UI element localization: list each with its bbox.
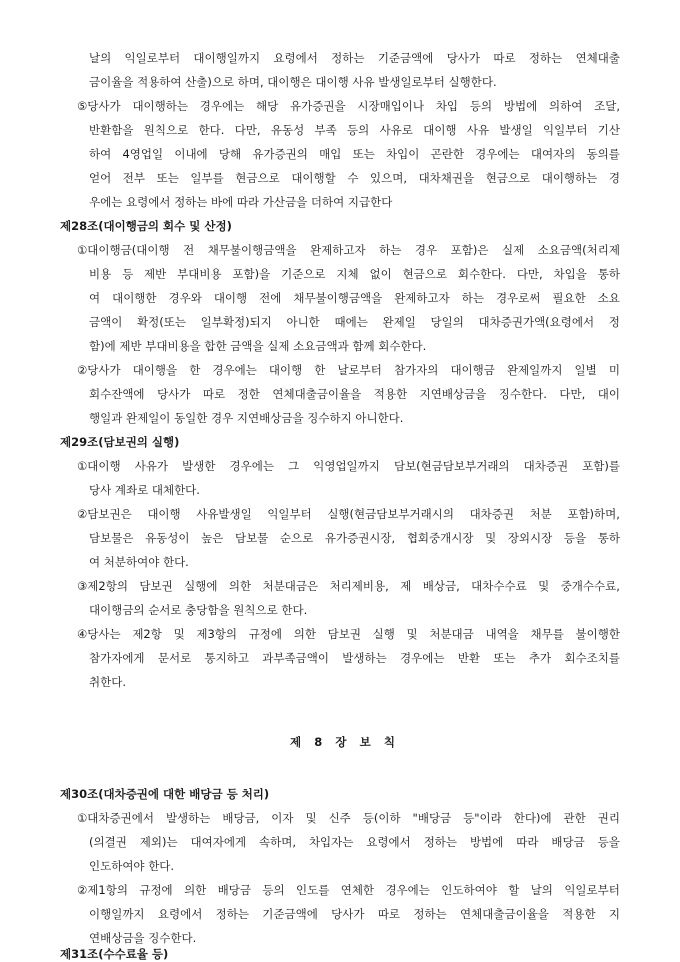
text-line: 당사 계좌로 대체한다. [89, 483, 200, 497]
text-line: 취한다. [89, 675, 126, 689]
text-line: (의결권 제외)는 대여자에게 속하며, 차입자는 요령에서 정하는 방법에 따라 배당금 등을 [89, 835, 620, 849]
text-line: ①대이행금(대이행 전 채무불이행금액을 완제하고자 하는 경우 포함)은 실제 소요금액(처리제 [77, 243, 620, 257]
text-line: 하여 4영업일 이내에 당해 유가증권의 매입 또는 차입이 곤란한 경우에는 대여자의 동의를 [89, 147, 620, 161]
text-line: 행일과 완제일이 동일한 경우 지연배상금을 징수하지 아니한다. [89, 411, 404, 425]
chapter-title: 제 8 장 보 칙 [290, 735, 396, 749]
text-line: 담보물은 유동성이 높은 담보물 순으로 유가증권시장, 협회중개시장 및 장외시장 등을 통하 [89, 531, 620, 545]
text-line: ④당사는 제2항 및 제3항의 규정에 의한 담보권 실행 및 처분대금 내역을 채무를 불이행한 [77, 627, 620, 641]
article-heading-28: 제28조(대이행금의 회수 및 산정) [60, 219, 232, 233]
text-line: ②제1항의 규정에 의한 배당금 등의 인도를 연체한 경우에는 인도하여야 할 날의 익일로부터 [77, 883, 620, 897]
text-line: 여 대이행한 경우와 대이행 전에 채무불이행금액을 완제하고자 하는 경우로써 필요한 소요 [89, 291, 620, 305]
text-line: ②담보권은 대이행 사유발생일 익일부터 실행(현금담보부거래시의 대차증권 처분 포함)하며, [77, 507, 620, 521]
text-line: 이행일까지 요령에서 정하는 기준금액에 당사가 따로 정하는 연체대출금이율을 적용한 지 [89, 907, 620, 921]
text-line: ③제2항의 담보권 실행에 의한 처분대금은 처리제비용, 제 배상금, 대차수수료 및 중개수수료, [77, 579, 620, 593]
text-line: ⑤당사가 대이행하는 경우에는 해당 유가증권을 시장매입이나 차입 등의 방법에 의하여 조달, [77, 99, 620, 113]
text-line: 날의 익일로부터 대이행일까지 요령에서 정하는 기준금액에 당사가 따로 정하는 연체대출 [89, 51, 620, 65]
text-line: 비용 등 제반 부대비용 포함)을 기준으로 지체 없이 현금으로 회수한다. 다만, 차입을 통하 [89, 267, 620, 281]
text-line: ②당사가 대이행을 한 경우에는 대이행 한 날로부터 참가자의 대이행금 완제일까지 일별 미 [77, 363, 620, 377]
text-line: ①대차증권에서 발생하는 배당금, 이자 및 신주 등(이하 "배당금 등"이라 한다)에 관한 권리 [77, 811, 620, 825]
text-line: 우에는 요령에서 정하는 바에 따라 가산금을 더하여 지급한다 [89, 195, 393, 209]
text-line: ①대이행 사유가 발생한 경우에는 그 익영업일까지 담보(현금담보부거래의 대차증권 포함)를 [77, 459, 620, 473]
article-heading-31: 제31조(수수료율 등) [60, 947, 169, 961]
text-line: 인도하여야 한다. [89, 859, 175, 873]
text-line: 대이행금의 순서로 충당함을 원칙으로 한다. [89, 603, 308, 617]
article-heading-30: 제30조(대차증권에 대한 배당금 등 처리) [60, 787, 270, 801]
text-line: 금액이 확정(또는 일부확정)되지 아니한 때에는 완제일 당일의 대차증권가액(요령에서 정 [89, 315, 620, 329]
text-line: 연배상금을 징수한다. [89, 931, 197, 945]
text-line: 반환함을 원칙으로 한다. 다만, 유동성 부족 등의 사유로 대이행 사유 발생일 익일부터 기산 [89, 123, 620, 137]
text-line: 여 처분하여야 한다. [89, 555, 189, 569]
text-line: 금이율을 적용하여 산출)으로 하며, 대이행은 대이행 사유 발생일로부터 실행한다. [89, 75, 497, 89]
article-heading-29: 제29조(담보권의 실행) [60, 435, 180, 449]
text-line: 참가자에게 문서로 통지하고 과부족금액이 발생하는 경우에는 반환 또는 추가 회수조치를 [89, 651, 620, 665]
text-line: 함)에 제반 부대비용을 합한 금액을 실제 소요금액과 함께 회수한다. [89, 339, 427, 353]
text-line: 얻어 전부 또는 일부를 현금으로 대이행할 수 있으며, 대차채권을 현금으로 대이행하는 경 [89, 171, 620, 185]
text-line: 회수잔액에 당사가 따로 정한 연체대출금이율을 적용한 지연배상금을 징수한다. 다만, 대이 [89, 387, 620, 401]
